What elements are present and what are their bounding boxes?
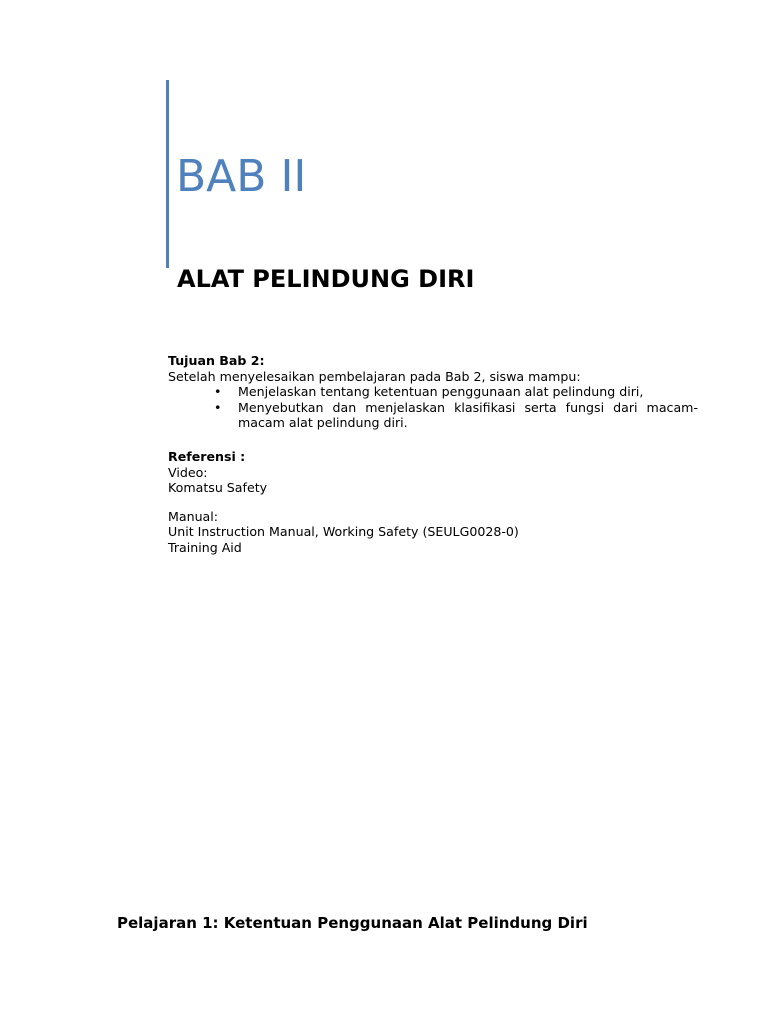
objective-text: Menyebutkan dan menjelaskan klasifikasi serta fungsi dari macam-macam alat pelindung diri. <box>238 399 698 431</box>
lesson-title: Pelajaran 1: Ketentuan Penggunaan Alat Pelindung Diri <box>117 914 588 932</box>
references-heading: Referensi : <box>168 448 246 464</box>
objective-text: Menjelaskan tentang ketentuan penggunaan alat pelindung diri, <box>238 384 644 400</box>
chapter-number: BAB II <box>176 151 307 203</box>
video-reference: Komatsu Safety <box>168 480 268 496</box>
manual-reference: Unit Instruction Manual, Working Safety (SEULG0028-0) <box>168 524 519 540</box>
chapter-content <box>168 353 698 556</box>
bullet-icon: • <box>214 399 222 415</box>
manual-label: Manual: <box>168 508 219 524</box>
objectives-heading: Tujuan Bab 2: <box>168 353 265 368</box>
objective-item <box>168 400 698 431</box>
objective-item <box>168 384 698 400</box>
chapter-accent-bar <box>166 80 169 268</box>
bullet-icon: • <box>214 384 222 400</box>
video-label: Video: <box>168 464 208 480</box>
manual-reference: Training Aid <box>168 539 242 555</box>
objectives-intro: Setelah menyelesaikan pembelajaran pada Bab 2, siswa mampu: <box>168 368 581 384</box>
objectives-list <box>168 384 698 431</box>
chapter-title: ALAT PELINDUNG DIRI <box>177 264 475 293</box>
